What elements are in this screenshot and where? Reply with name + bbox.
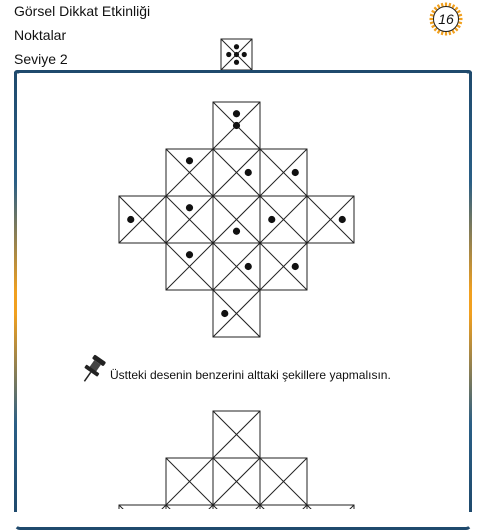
bottom-answer-grid[interactable] [119,411,354,509]
top-pattern-dot [233,228,240,235]
top-pattern-cell [213,290,260,337]
top-pattern-dot [245,169,252,176]
top-pattern-cell [307,196,354,243]
level-label: Seviye 2 [14,51,68,67]
instruction-text: Üstteki desenin benzerini alttaki şekillere yapmalısın. [110,368,391,382]
top-pattern-cell [119,196,166,243]
answer-cell [213,411,260,458]
top-pattern-dot [127,216,134,223]
top-pattern-dot [186,204,193,211]
top-pattern-dot [186,157,193,164]
answer-cell [119,505,166,509]
answer-cell [307,505,354,509]
top-pattern-dot [268,216,275,223]
top-pattern-cell [260,149,307,196]
answer-cell [213,458,260,505]
top-pattern-dot [245,263,252,270]
answer-cell [166,458,213,505]
top-pattern-cell [260,196,307,243]
top-pattern-dot [339,216,346,223]
answer-cell [260,458,307,505]
top-pattern-dot [233,122,240,129]
activity-name: Noktalar [14,27,67,43]
top-pattern-dot [292,169,299,176]
top-pattern-cell [166,243,213,290]
top-pattern-cell [213,243,260,290]
answer-cell [260,505,307,509]
top-pattern-dot [186,251,193,258]
answer-cell [213,505,260,509]
top-pattern-cell [166,149,213,196]
top-pattern-dot [221,310,228,317]
page-number: 16 [438,11,454,27]
top-pattern-dot [233,110,240,117]
top-pattern-cell [260,243,307,290]
top-pattern-cell [213,149,260,196]
top-pattern-cell [166,196,213,243]
answer-cell [166,505,213,509]
top-pattern-dot [292,263,299,270]
top-pattern-cell [213,196,260,243]
top-pattern-grid [119,102,354,337]
worksheet-title: Görsel Dikkat Etkinliği [14,3,151,19]
pushpin-icon [80,354,106,384]
